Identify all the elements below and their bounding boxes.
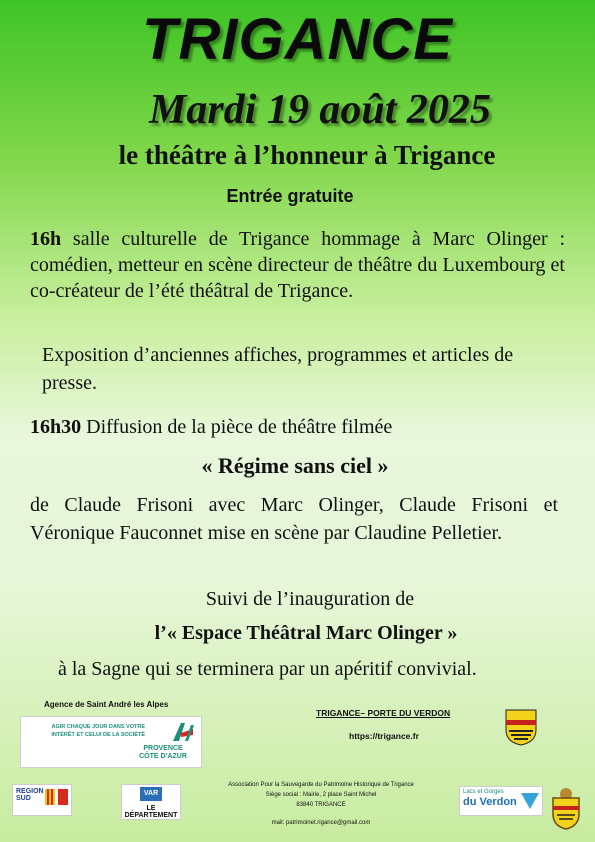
event-subtitle: le théâtre à l’honneur à Trigance [118,140,496,170]
ca-tagline: AGIR CHAQUE JOUR DANS VOTRE INTÉRÊT ET CELUI DE LA SOCIÉTÉ [51,724,145,738]
event-date: Mardi 19 août 2025 [149,87,491,133]
verdon-label-1: Lacs et Gorges [463,789,504,795]
agency-label: Agence de Saint André les Alpes [44,700,169,709]
program-item-2 [30,414,565,440]
region-flag-icon [45,789,55,805]
program-item-1-time: 16h [30,228,62,250]
program-item-2-text: Diffusion de la pièce de théâtre filmée [81,416,393,438]
footer-line-3: 83840 TRIGANCE [296,802,346,808]
entry-info: Entrée gratuite [226,186,354,206]
site-label: TRIGANCE– PORTE DU VERDON [316,708,451,718]
trigance-shield-icon [504,708,538,746]
program-item-1-text: salle culturelle de Trigance hommage à Marc Olinger : comédien, metteur en scène directeur de théâtre du Luxembourg et co-créateur de l’été théâtral de Trigance. [30,228,565,302]
region-sud-label: REGION SUD [16,788,44,802]
program-item-1 [30,226,565,304]
var-department-logo [121,784,181,820]
credit-agricole-logo [20,716,202,768]
footer-line-2: Siège social : Mairie, 2 place Saint Michel [265,792,377,798]
coat-of-arms-icon [548,786,584,830]
ca-emblem-icon [171,721,195,743]
var-label: LE DÉPARTEMENT [124,805,178,819]
verdon-label-2: du Verdon [463,796,517,808]
association-footer [196,780,446,828]
region-sud-logo [12,784,72,816]
inauguration-intro: Suivi de l’inauguration de [205,588,415,610]
play-credits: de Claude Frisoni avec Marc Olinger, Claude Frisoni et Véronique Fauconnet mise en scène par Claudine Pelletier. [30,494,558,544]
space-name: l’« Espace Théâtral Marc Olinger » [154,622,458,644]
footer-line-4[interactable]: mail: patrimoinet.rigance@gmail.com [271,820,371,826]
var-badge-icon: VAR [140,787,162,801]
ca-region: PROVENCE CÔTE D’AZUR [139,745,187,760]
verdon-mark-icon [520,791,540,811]
site-url[interactable]: https://trigance.fr [349,731,419,741]
exhibition-text: Exposition d’anciennes affiches, programmes et articles de presse. [42,344,514,394]
footer-line-1: Association Pour la Sauvegarde du Patrimoine Historique de Trigance [228,782,414,788]
verdon-logo [459,786,543,816]
play-title: « Régime sans ciel » [201,453,389,478]
region-cross-icon [58,789,68,805]
program-item-2-time: 16h30 [30,416,82,438]
closing-text: à la Sagne qui se terminera par un apéritif convivial. [58,658,477,680]
poster-title: TRIGANCE [142,7,453,72]
